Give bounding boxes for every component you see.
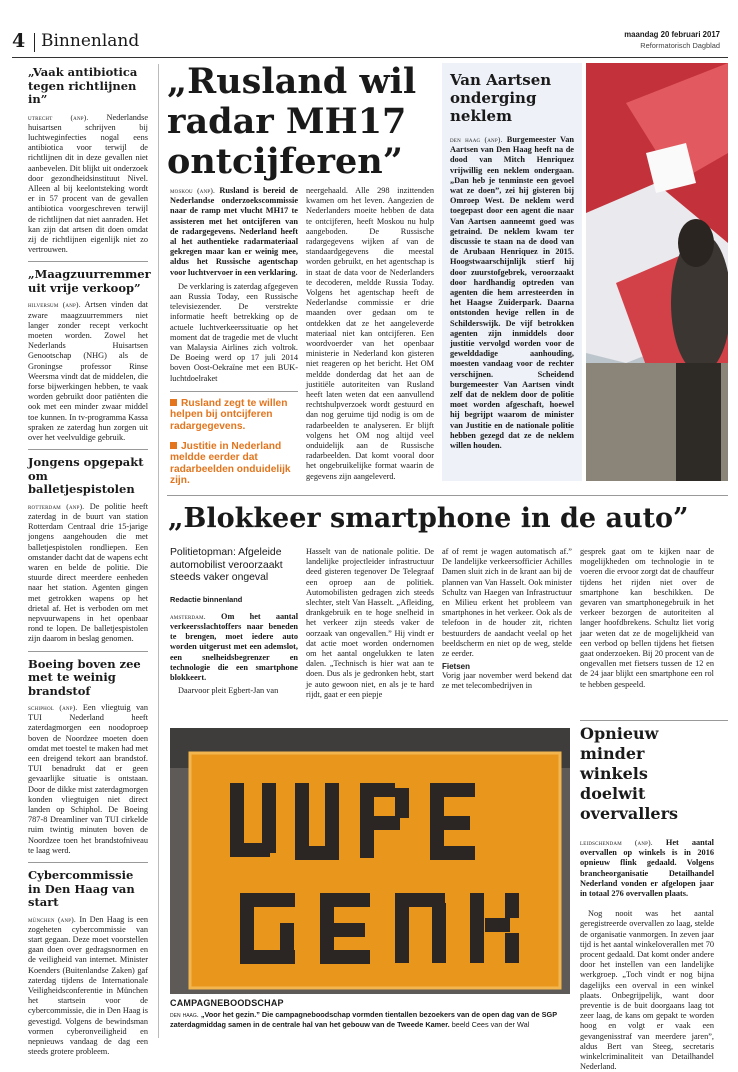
side-body: Nederlandse huisartsen schrijven bij luchtweginfecties nogal eens antibiotica voor terwijl de richtlijnen dit in deze gevallen niet aanbevelen. Dit blijkt uit onderzoek door gezondheidsinstituut Nivel. Alleen al bij keelontsteking wordt er in 57 procent van de gevallen antibiotica voorgeschreven terwijl de richtlijnen dat niet aanraden. Het kan zijn dat artsen dit doen omdat zij de richtlijnen eigenlijk niet zo vertrouwen. xyxy=(28,112,148,255)
subheading: Fietsen xyxy=(442,662,471,672)
pull-quote xyxy=(170,391,298,433)
dateline: moskou (anp). xyxy=(170,186,216,195)
aartsen-box xyxy=(442,63,582,481)
body-text: Hasselt van de nationale politie. De landelijke projectleider infrastructuur deed gisteren tegenover De Telegraaf een oproep aan de politiek. Automobilisten gedragen zich steeds slechter, stelt Van Hasselt. „Afleiding, drankgebruik en te hoge snelheid in het verkeer zijn steeds vaker de oorzaak van ongevallen.” Hij vindt er dat actie moet worden ondernomen om het aantal ongelukken te laten dalen. „Technisch is hier wat aan te doen. Dus als je gedronken hebt, start je auto gewoon niet, en als je te hard rijdt, gaat er een piepje xyxy=(306,547,434,699)
divider xyxy=(28,449,148,450)
side-article xyxy=(28,456,148,644)
section-title: Binnenland xyxy=(41,31,140,51)
photo-credit: beeld Cees van der Wal xyxy=(451,1019,530,1029)
byline: Redactie binnenland xyxy=(170,594,243,604)
dateline: rotterdam (anp). xyxy=(28,501,85,511)
body-text: Vorig jaar november werd bekend dat ze met telecombedrijven in xyxy=(442,671,572,691)
dateline: münchen (anp). xyxy=(28,914,76,924)
column-rule xyxy=(158,64,159,1038)
intro-text: Politietopman: Afgeleide automobilist veroorzaakt steeds vaker ongeval xyxy=(170,547,283,584)
body-text: Nog nooit was het aantal geregistreerde overvallen zo laag, stelde de organisatie vanmorgen. In zeven jaar tijd is het aantal winkeloverallen met 70 procent gedaald. Dat komt onder andere door het instellen van een landelijke werkgroep. „Toch vindt er nog bijna dagelijks een overval in een winkel plaats. Onbegrijpelijk, want door preventie is de buit doorgaans laag tot zeer laag, de kans om gepakt te worden hoog en volgt er vaak een gevangenisstraf van meerdere jaren”, aldus Bert van Steeg, secretaris winkelcriminaliteit van Detailhandel Nederland. xyxy=(580,909,714,1072)
divider xyxy=(580,720,728,721)
side-article xyxy=(28,869,148,1057)
header-rule xyxy=(12,57,728,58)
body-text: Daarvoor pleit Egbert-Jan van xyxy=(178,686,279,696)
body-text: gesprek gaat om te kijken naar de mogelijkheden om technologie in te voeren die ervoor zorgt dat de chauffeur tijdens het rijden niet over de smartphone kan beschikken. De gevaren van smartphonegebruik in het verkeer bezorgen de autoriteiten al langer hoofdbrekens. Schultz liet vorig jaar weten dat ze de mogelijkheid van een verbod op bellen tijdens het fietsen gaat onderzoeken. Bij 20 procent van de ongevallen met fietsers tussen de 12 en de 24 jaar blijkt een smartphone een rol te hebben gespeeld. xyxy=(580,547,714,689)
side-article xyxy=(28,66,148,255)
side-body: Een vliegtuig van TUI Nederland heeft zaterdagmorgen een noodoproep boven de Noordzee moeten doen omdat met toestel te maken had met een dreigend tekort aan brandstof. TUI benadrukt dat er geen gevaarlijke situatie is ontstaan. Door de dikke mist zaterdagmorgen konden vliegtuigen niet direct landen op Schiphol. De Boeing 787-8 Dreamliner van TUI cirkelde ruim twintig minuten boven de Noordzee toen het brandstofniveau te laag werd. xyxy=(28,703,148,855)
body-text: neergehaald. Alle 298 inzittenden kwamen om het leven. Aangezien de Nederlanders moeite hebben de data te ontcijferen, heeft Moskou nu hulp aangeboden. De Russische radargegevens wijken af van de standaardgegevens die meestal worden gebruikt, en het agentschap is in staat de data voor de Nederlanders te decoderen, meldde Russia Today. Volgens het agentschap heeft de Nederlandse commissie er drie maanden over gedaan om te ontdekken dat ze het aangeleverde materiaal niet kan ontcijferen. Een woordvoerder van het openbaar ministerie in Nederland kon gisteren niet reageren op het bericht. Het OM meldde donderdag dat het aan de justitiële autoriteiten van Rusland heeft laten weten dat een aanvullend rechtshulpverzoek wordt gestuurd en dan nog geruime tijd nodig is om de radarbeelden te analyseren. Er blijft volgens het OM nog altijd veel onduidelijk aan de Russische radarbeelden. Dat komt vooral door het ongebruikelijke format waarin de gegevens zijn aangeleverd. xyxy=(306,186,434,481)
side-headline: Jongens opgepakt om balletjespistolen xyxy=(28,455,144,497)
divider xyxy=(28,651,148,652)
dateline: schiphol (anp). xyxy=(28,703,78,713)
divider xyxy=(167,495,728,496)
rusland-col2 xyxy=(306,186,434,482)
winkels-article xyxy=(580,724,714,1072)
divider xyxy=(28,862,148,863)
aartsen-headline: Van Aartsen onderging neklem xyxy=(450,71,552,125)
dateline: leidschendam (anp). xyxy=(580,838,653,847)
side-headline: „Maagzuurremmer uit vrije verkoop” xyxy=(28,267,151,295)
dateline: den haag. xyxy=(170,1010,199,1019)
dateline: hilversum (anp). xyxy=(28,300,81,310)
smartphone-col2 xyxy=(306,547,434,700)
rusland-headline: „Rusland wil radar MH17 ontcijferen” xyxy=(167,61,417,182)
pull-quote xyxy=(170,441,298,487)
page-header xyxy=(12,30,728,56)
divider xyxy=(28,261,148,262)
top-photo xyxy=(586,63,728,481)
dateline: amsterdam. xyxy=(170,611,206,621)
header-paper: Reformatorisch Dagblad xyxy=(640,41,720,50)
lead-text: Het aantal overvallen op winkels is in 2016 opnieuw flink gedaald. Volgens brancheorganisatie Detailhandel Nederland vonden er afgelopen jaar in totaal 276 overvallen plaats. xyxy=(580,838,714,899)
caption-text: „Voor het gezin.” Die campagneboodschap vormden tientallen bezoekers van de open dag van de SGP zaterdagmiddag samen in de centrale hal van het gebouw van de Tweede Kamer. xyxy=(170,1010,557,1029)
body-text: Burgemeester Van Aartsen van Den Haag heeft na de dood van Mitch Henriquez vrijwillig een neklem ondergaan. „Dan heb je tenminste een gevoel wat ze doen”, zei hij gisteren bij Omroep West. De neklem werd toegepast door een agent die naar Van Aartsen aanneemt goed was getraind. De neklem kwam ter discussie te staan na de dood van de Arubaan Henriquez in 2015. Hoogstwaarschijnlijk stierf hij door zuurstofgebrek, veroorzaakt door hardhandig optreden van agenten die hem arresteerden in het Haagse Zuiderpark. Daarna ontstonden hevige rellen in de Schilderswijk. De vijf betrokken agenten zijn inmiddels door justitie vervolgd worden voor de gewelddadige aanhouding, moesten vandaag voor de rechter verschijnen. Scheidend burgemeester Van Aartsen vindt zelf dat de neklem door de politie moet worden afgeschaft, hoewel hij begrijpt waarom de minister van Justitie en de nationale politie hebben gezegd dat ze de neklem willen houden. xyxy=(450,135,575,451)
side-body: De politie heeft zaterdag in de buurt van station Rotterdam Centraal drie 15-jarige jongens aangehouden die met balletjespistolen rondliepen. Een omstander dacht dat de wapens echt waren en belde de politie. Die stuurde direct meerdere eenheden naar het station. Agenten gingen met getrokken wapens op het drietal af. Het is verboden om met nepvuurwapens in het openbaar rond te lopen. De balletjespistolen zijn daarom in beslag genomen. xyxy=(28,501,148,644)
left-column xyxy=(28,65,151,1057)
side-body: Artsen vinden dat zware maagzuurremmers niet langer zonder recept verkocht moeten worden. Zowel het Nederlands Huisartsen Genootschap (NHG) als de Groningse professor Rinse Weersma vindt dat de middelen, die forse bijwerkingen hebben, te vaak worden gebruikt door patiënten die ook met een minder zwaar middel toe kunnen. In tv-programma Kassa spraken ze zaterdag hun zorgen uit over het veelvuldige gebruik. xyxy=(28,300,148,442)
caption-title: CAMPAGNEBOODSCHAP xyxy=(170,998,284,1008)
winkels-headline: Opnieuw minder winkels doelwit overvallers xyxy=(580,724,679,823)
quote-text: Rusland zegt te willen helpen bij ontcijferen radargegevens. xyxy=(170,397,288,433)
rusland-col1 xyxy=(170,186,298,487)
body-text: af of remt je wagen automatisch af.” De landelijke verkeersofficier Achilles Damen sluit zich in de krant aan bij de plannen van Van Hasselt. Ook minister Schultz van Haegen van Infrastructuur en Milieu erkent het probleem van smartphones in het verkeer. Ook als de telefoon in de houder zit, richten bestuurders de aandacht veelal op het beeldscherm en niet op de weg, stelde ze eerder. xyxy=(442,547,572,659)
page-number: 4 xyxy=(12,30,26,52)
smartphone-headline: „Blokkeer smartphone in de auto” xyxy=(168,503,689,534)
lead-text: Rusland is bereid de Nederlandse onderzoekscommissie naar de ramp met vlucht MH17 te assisteren met het ontcijferen van de radargegevens. Nederland heeft al het authentieke radarmateriaal gekregen maar kan er weinig mee, aldus het Russische agentschap voor luchtvervoer in een verklaring. xyxy=(170,186,298,277)
sgp-photo xyxy=(170,728,570,994)
square-bullet-icon xyxy=(170,399,177,406)
side-body: In Den Haag is een zogeheten cybercommissie van start gegaan. Deze moet voorstellen gaan doen over gedragsnormen en de veiligheid van internet. Minister Koenders (Buitenlandse Zaken) gaf zaterdag tijdens de Internationale Veiligheidsconferentie in München het startsein voor de cybercommissie, die in Den Haag is gevestigd. Volgens de bewindsman vormen cyberonveiligheid en nepnieuws vandaag de dag een steeds grotere probleem. xyxy=(28,914,149,1057)
header-date: maandag 20 februari 2017 xyxy=(624,30,720,39)
lead-text: Om het aantal verkeersslachtoffers naar beneden te brengen, moet iedere auto worden uitgerust met een ademslot, een snelheidsbegrenzer en technologie die een smartphone blokkeert. xyxy=(170,611,298,682)
dateline: den haag (anp). xyxy=(450,135,503,144)
quote-text: Justitie in Nederland meldde eerder dat radarbeelden onduidelijk zijn. xyxy=(170,440,291,487)
body-text: De verklaring is zaterdag afgegeven aan Russia Today, een Russische televisiezender. De verstrekte informatie heeft betrekking op de actuele luchtverkeerssituatie op het moment dat de tragedie met de vlucht van Malaysia Airlines zich voltrok. De Boeing werd op 17 juli 2014 boven Oost-Oekraïne met een BUK-luchtdoelraket xyxy=(170,281,298,383)
smartphone-col1 xyxy=(170,547,298,696)
flag-photo-image xyxy=(586,63,728,481)
side-headline: Cybercommissie in Den Haag van start xyxy=(28,868,135,910)
side-headline: Boeing boven zee met te weinig brandstof xyxy=(28,656,141,698)
photo-caption xyxy=(170,998,570,1029)
smartphone-col4 xyxy=(580,547,714,690)
crowd-photo-image xyxy=(170,728,570,994)
side-article xyxy=(28,267,151,443)
square-bullet-icon xyxy=(170,442,177,449)
smartphone-col3 xyxy=(442,547,572,692)
side-headline: „Vaak antibiotica tegen richtlijnen in” xyxy=(28,65,138,106)
header-divider xyxy=(34,33,35,52)
side-article xyxy=(28,658,148,857)
dateline: utrecht (anp). xyxy=(28,112,89,122)
